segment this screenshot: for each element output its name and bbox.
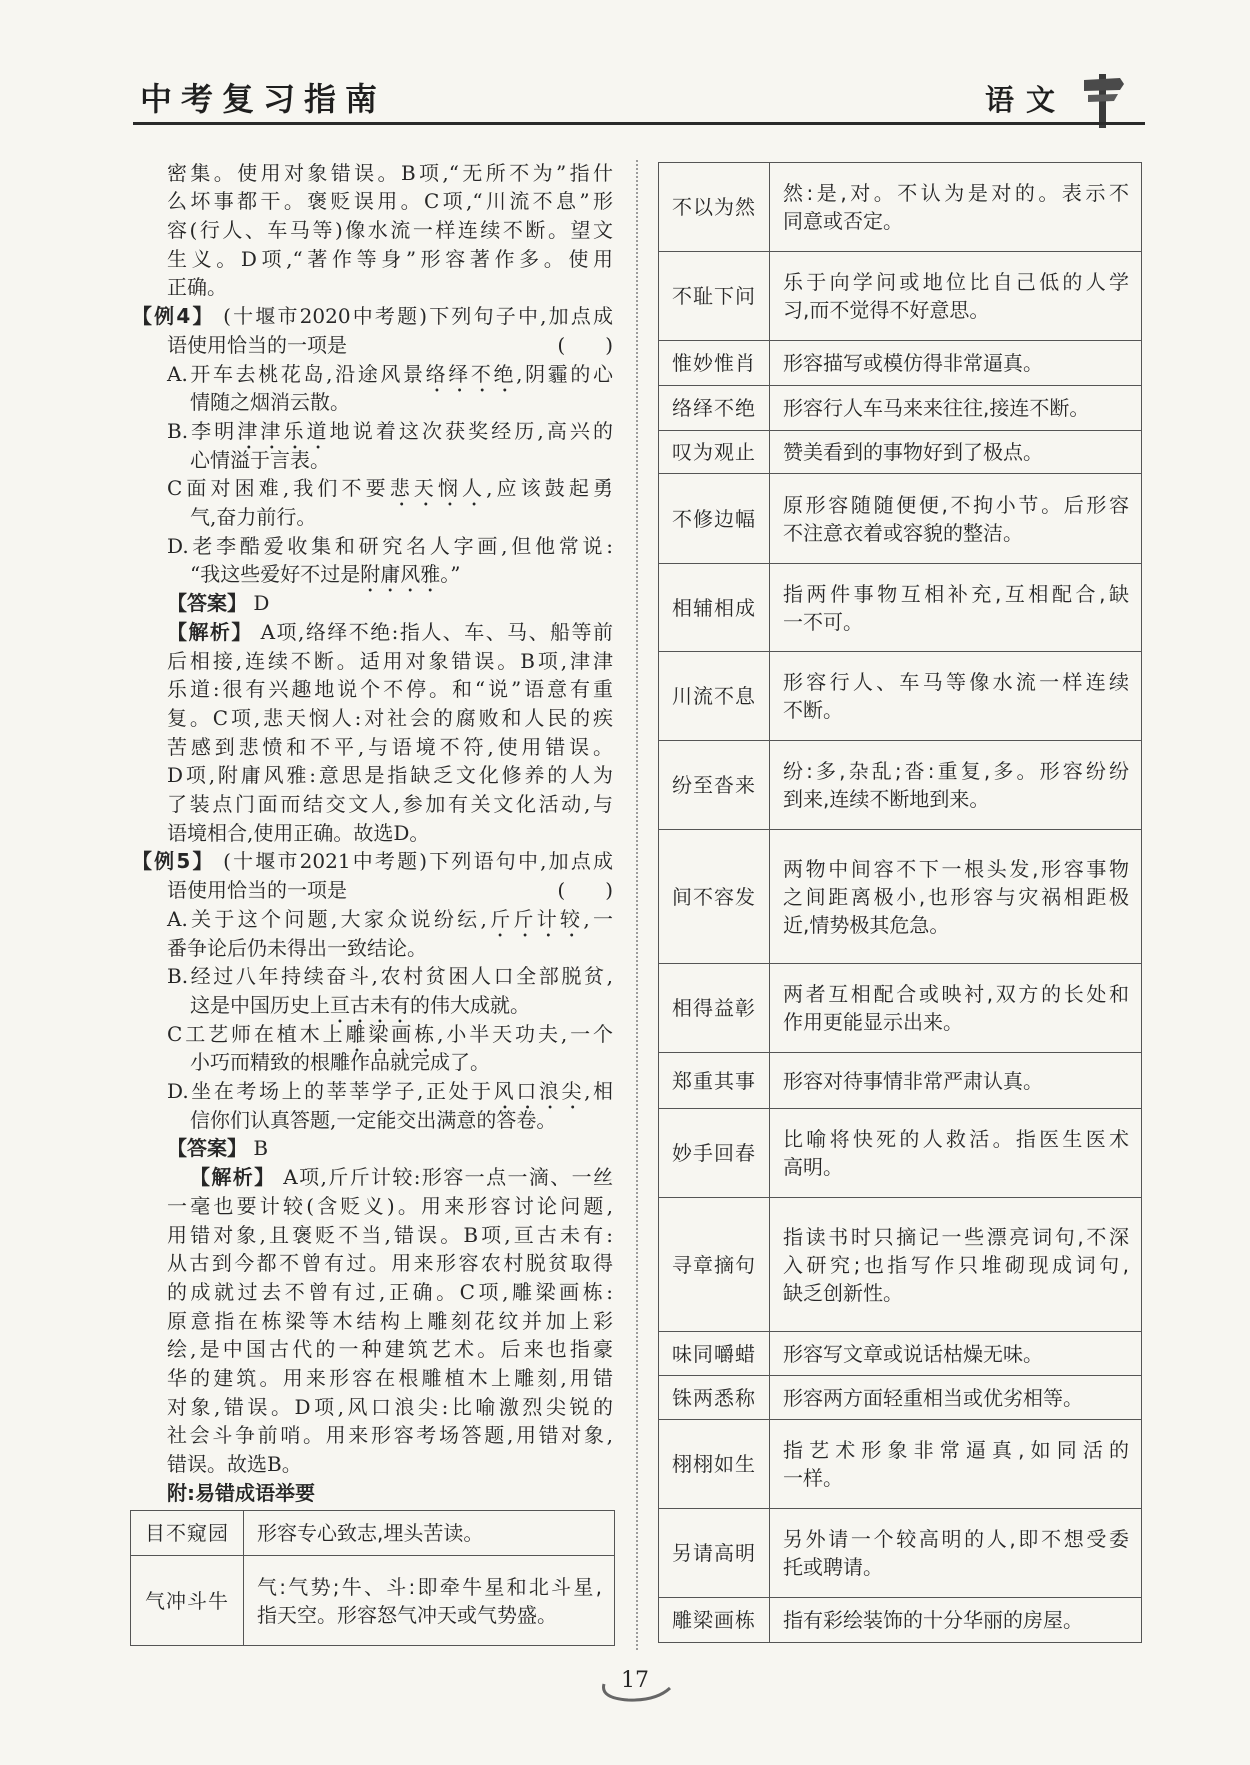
text-line [190, 1048, 613, 1077]
idiom-definition [770, 1332, 1142, 1376]
text-line [190, 503, 613, 532]
idiom-term: 栩栩如生 [659, 1420, 770, 1509]
idiom-term: 不以为然 [659, 163, 770, 252]
idiom-row [659, 163, 1142, 252]
idiom-term: 目不窥园 [131, 1511, 244, 1556]
idiom-term: 纷至沓来 [659, 741, 770, 830]
emphasized-idiom: 络绎不绝 [425, 361, 517, 386]
idiom-row [659, 1109, 1142, 1198]
text-line [132, 847, 613, 876]
text-line [167, 1077, 613, 1106]
text-line [167, 704, 613, 733]
definition-line: 指艺术形象非常逼真,如同活的 [783, 1438, 1129, 1462]
answer-blank: ( ) [557, 332, 613, 357]
definition-line: 纷:多,杂乱;沓:重复,多。形容纷纷 [783, 759, 1129, 783]
text-line [167, 934, 613, 963]
text-segment: 么坏事都干。褒贬误用。C项,“川流不息”形 [167, 189, 613, 214]
text-line [167, 1364, 613, 1393]
idiom-row [659, 1509, 1142, 1598]
emphasized-idiom: 风口浪尖 [493, 1079, 585, 1103]
text-line [167, 1335, 613, 1364]
idiom-row [659, 1376, 1142, 1420]
idiom-row [659, 1420, 1142, 1509]
idiom-definition [770, 1376, 1142, 1420]
page-number-swoosh [598, 1680, 674, 1704]
text-line [167, 1307, 613, 1336]
text-segment: “我这些爱好不过是 [190, 562, 361, 587]
text-segment: 情随之烟消云散。 [190, 390, 350, 415]
text-line [167, 647, 613, 676]
definition-line: 入研究;也指写作只堆砌现成词句, [783, 1252, 1129, 1277]
idiom-row [659, 1332, 1142, 1376]
text-segment: 了装点门面而结交文人,参加有关文化活动,与 [167, 792, 613, 816]
definition-line: 原形容随随便便,不拘小节。后形容 [783, 492, 1129, 517]
text-line [167, 1278, 613, 1307]
bold-label: 【解析】 [190, 1165, 276, 1190]
text-segment: B.李明 [167, 418, 238, 443]
text-line [190, 991, 613, 1020]
definition-line: 一样。 [783, 1466, 843, 1490]
text-line [190, 1106, 613, 1135]
text-segment: 的伟大成就。 [410, 992, 530, 1017]
text-segment: A项,络绎不绝:指人、车、马、船等前 [252, 619, 613, 644]
text-line [167, 1221, 613, 1250]
text-segment: 容(行人、车马等)像水流一样连续不断。望文 [167, 218, 613, 242]
idiom-row [659, 564, 1142, 652]
idiom-definition [770, 1420, 1142, 1509]
text-segment: (十堰市2020中考题)下列句子中,加点成 [214, 304, 614, 329]
bold-label: 【答案】 [167, 591, 247, 616]
idiom-term: 川流不息 [659, 652, 770, 741]
text-segment: 原意指在栋梁等木结构上雕刻花纹并加上彩 [167, 1308, 613, 1333]
idiom-definition [770, 431, 1142, 474]
text-segment: 华的建筑。用来形容在根雕植木上雕刻,用错 [167, 1366, 613, 1390]
idiom-term: 铢两悉称 [659, 1376, 770, 1420]
text-segment: 地说着这次获奖经历,高兴的 [329, 418, 614, 443]
text-segment: 语使用恰当的一项是 [167, 878, 347, 903]
text-line [167, 417, 613, 446]
text-segment: 生义。D项,“著作等身”形容著作多。使用 [167, 246, 613, 271]
text-segment: C面对困难,我们不要 [167, 476, 390, 501]
text-segment: D项,附庸风雅:意思是指缺乏文化修养的人为 [167, 763, 613, 788]
definition-line: 然:是,对。不认为是对的。表示不 [783, 181, 1129, 205]
emphasized-idiom: 附庸风雅 [360, 562, 441, 587]
idiom-definition [770, 1053, 1142, 1109]
text-line [167, 273, 613, 302]
idiom-row [659, 431, 1142, 474]
text-line [167, 1192, 613, 1221]
definition-line: 形容对待事情非常严肃认真。 [783, 1068, 1043, 1093]
idiom-definition [770, 1109, 1142, 1198]
text-segment: 语使用恰当的一项是 [167, 332, 347, 357]
text-line [167, 876, 613, 905]
column-divider [636, 160, 638, 1650]
text-segment: (十堰市2021中考题)下列语句中,加点成 [214, 849, 614, 874]
idiom-definition [244, 1556, 615, 1646]
definition-line: 形容两方面轻重相当或优劣相等。 [783, 1385, 1083, 1410]
text-segment: 一毫也要计较(含贬义)。用来形容讨论问题, [167, 1193, 613, 1218]
definition-line: 不注意衣着或容貌的整洁。 [783, 520, 1023, 545]
idiom-row [131, 1556, 615, 1646]
text-segment: ,应该鼓起勇 [486, 476, 614, 501]
text-segment: 用错对象,且褒贬不当,错误。B项,亘古未有: [167, 1222, 613, 1247]
appendix-heading [167, 1479, 613, 1508]
text-line [167, 532, 613, 561]
idiom-row [659, 252, 1142, 341]
idiom-term: 寻章摘句 [659, 1198, 770, 1332]
text-segment: 心情溢于言表。 [190, 447, 330, 472]
text-line [167, 1450, 613, 1479]
text-line [167, 589, 613, 618]
text-segment: 语境相合,使用正确。故选D。 [167, 820, 430, 845]
text-line [167, 618, 613, 647]
text-segment: 。” [440, 562, 461, 587]
subject-label: 语文 [985, 83, 1068, 117]
text-segment: 绘,是中国古代的一种建筑艺术。后来也指豪 [167, 1337, 613, 1362]
idiom-row [659, 830, 1142, 964]
text-segment: 错误。故选B。 [167, 1452, 302, 1477]
text-segment: 社会斗争前哨。用来形容考场答题,用错对象, [167, 1423, 613, 1448]
text-segment: A项,斤斤计较:形容一点一滴、一丝 [275, 1165, 613, 1190]
text-line [132, 302, 613, 331]
idiom-term: 不耻下问 [659, 252, 770, 341]
text-segment: ,相 [584, 1079, 613, 1103]
bold-label: 【例4】 [132, 304, 215, 329]
definition-line: 指读书时只摘记一些漂亮词句,不深 [783, 1224, 1129, 1249]
emphasized-idiom: 斤斤计较 [486, 906, 584, 931]
idiom-term: 相得益彰 [659, 964, 770, 1053]
idiom-definition [244, 1511, 615, 1556]
text-segment: B [247, 1136, 269, 1161]
text-line [167, 733, 613, 762]
idiom-definition [770, 341, 1142, 386]
idiom-term: 络绎不绝 [659, 386, 770, 431]
definition-line: 形容行人车马来来往往,接连不断。 [783, 396, 1090, 420]
definition-line: 高明。 [783, 1155, 843, 1179]
idiom-row [659, 652, 1142, 741]
text-line [167, 761, 613, 790]
emphasized-idiom: 亘古未有 [330, 992, 410, 1017]
idiom-definition [770, 652, 1142, 741]
definition-line: 比喻将快死的人救活。指医生医术 [783, 1127, 1129, 1151]
idiom-definition [770, 741, 1142, 830]
idiom-term: 相辅相成 [659, 564, 770, 652]
text-line [167, 1020, 613, 1049]
definition-line: 作用更能显示出来。 [783, 1010, 963, 1034]
text-segment: 密集。使用对象错误。B项,“无所不为”指什 [167, 160, 613, 185]
text-segment: A.关于这个问题,大家众说纷纭, [167, 906, 487, 931]
text-line [190, 560, 613, 589]
signpost-icon [1080, 70, 1126, 128]
idiom-definition [770, 474, 1142, 564]
bold-label: 附:易错成语举要 [167, 1480, 315, 1505]
definition-line: 乐于向学问或地位比自己低的人学 [783, 270, 1129, 294]
text-segment: ,一 [583, 906, 614, 931]
text-line [167, 905, 613, 934]
text-line [167, 675, 613, 704]
text-segment: 信你们认真答题,一定能交出满意的答卷。 [190, 1107, 557, 1132]
text-segment: D.坐在考场上的莘莘学子,正处于 [167, 1079, 494, 1103]
emphasized-idiom: 雕梁画栋 [345, 1021, 438, 1046]
text-line [190, 388, 613, 417]
idiom-term: 另请高明 [659, 1509, 770, 1598]
text-segment: 的成就过去不曾有过,正确。C项,雕梁画栋: [167, 1279, 613, 1304]
answer-blank: ( ) [557, 878, 613, 903]
bold-label: 【解析】 [167, 619, 253, 644]
idiom-term: 郑重其事 [659, 1053, 770, 1109]
idiom-definition [770, 1598, 1142, 1643]
idiom-row [659, 1198, 1142, 1332]
definition-line: 另外请一个较高明的人,即不想受委 [783, 1527, 1129, 1551]
text-line [190, 1163, 613, 1192]
text-line [167, 1393, 613, 1422]
idiom-definition [770, 1198, 1142, 1332]
definition-line: 指天空。形容怒气冲天或气势盛。 [257, 1602, 557, 1627]
text-segment: ,阴霾的心 [516, 361, 613, 386]
idiom-row [659, 386, 1142, 431]
text-segment: C工艺师在植木上 [167, 1021, 346, 1046]
idiom-definition [770, 252, 1142, 341]
text-segment: B.经过八年持续奋斗,农村贫困人口全部脱贫, [167, 964, 613, 989]
idiom-row [131, 1511, 615, 1556]
idiom-definition [770, 386, 1142, 431]
definition-line: 两者互相配合或映衬,双方的长处和 [783, 982, 1129, 1006]
text-line [167, 1421, 613, 1450]
text-line [167, 245, 613, 274]
header-rule [133, 122, 1145, 125]
text-segment: A.开车去桃花岛,沿途风景 [167, 361, 426, 386]
idiom-row [659, 1598, 1142, 1643]
bold-label: 【例5】 [132, 849, 215, 874]
definition-line: 同意或否定。 [783, 209, 903, 233]
text-line [167, 1134, 613, 1163]
emphasized-idiom: 悲天悯人 [389, 476, 487, 501]
text-line [167, 331, 613, 360]
idiom-row [659, 741, 1142, 830]
idiom-term: 叹为观止 [659, 431, 770, 474]
text-line [167, 159, 613, 188]
text-line [167, 819, 613, 848]
text-line [167, 216, 613, 245]
text-line [167, 790, 613, 819]
idiom-term: 味同嚼蜡 [659, 1332, 770, 1376]
definition-line: 一不可。 [783, 609, 863, 634]
idiom-definition [770, 1509, 1142, 1598]
bold-label: 【答案】 [167, 1136, 247, 1161]
book-title: 中考复习指南 [140, 80, 387, 118]
definition-line: 不断。 [783, 698, 843, 722]
definition-line: 气:气势;牛、斗:即牵牛星和北斗星, [257, 1574, 602, 1599]
idiom-definition [770, 564, 1142, 652]
text-segment: 番争论后仍未得出一致结论。 [167, 935, 427, 960]
text-segment: 复。C项,悲天悯人:对社会的腐败和人民的疾 [167, 705, 613, 730]
emphasized-idiom: 津津乐道 [237, 418, 330, 443]
text-line [167, 474, 613, 503]
text-line [167, 1249, 613, 1278]
idiom-row [659, 964, 1142, 1053]
idiom-row [659, 341, 1142, 386]
definition-line: 两物中间容不下一根头发,形容事物 [783, 856, 1129, 881]
text-line [190, 446, 613, 475]
definition-line: 习,而不觉得不好意思。 [783, 298, 990, 322]
text-segment: 从古到今都不曾有过。用来形容农村脱贫取得 [167, 1251, 613, 1276]
definition-line: 赞美看到的事物好到了极点。 [783, 440, 1043, 464]
idiom-row [659, 1053, 1142, 1109]
idiom-term: 气冲斗牛 [131, 1556, 244, 1646]
definition-line: 形容写文章或说话枯燥无味。 [783, 1341, 1043, 1366]
definition-line: 形容描写或模仿得非常逼真。 [783, 351, 1043, 375]
text-segment: 小巧而精致的根雕作品就完成了。 [190, 1050, 490, 1075]
definition-line: 指有彩绘装饰的十分华丽的房屋。 [783, 1608, 1083, 1632]
definition-line: 近,情势极其危急。 [783, 912, 950, 937]
idiom-definition [770, 964, 1142, 1053]
idiom-definition [770, 163, 1142, 252]
idiom-term: 惟妙惟肖 [659, 341, 770, 386]
text-segment: 正确。 [167, 275, 227, 300]
text-segment: 对象,错误。D项,风口浪尖:比喻激烈尖锐的 [167, 1394, 613, 1419]
idiom-row [659, 474, 1142, 564]
text-segment: 苦感到悲愤和不平,与语境不符,使用错误。 [167, 734, 613, 759]
definition-line: 形容行人、车马等像水流一样连续 [783, 670, 1129, 694]
text-line [167, 360, 613, 389]
text-line [167, 187, 613, 216]
text-segment: 这是中国历史上 [190, 992, 330, 1017]
text-segment: ,小半天功夫,一个 [437, 1021, 613, 1046]
text-segment: 气,奋力前行。 [190, 505, 317, 529]
definition-line: 指两件事物互相补充,互相配合,缺 [783, 581, 1129, 606]
definition-line: 托或聘请。 [783, 1555, 883, 1579]
idiom-term: 间不容发 [659, 830, 770, 964]
text-segment: 乐道:很有兴趣地说个不停。和“说”语意有重 [167, 677, 613, 702]
definition-line: 形容专心致志,埋头苦读。 [257, 1521, 484, 1545]
idiom-term: 不修边幅 [659, 474, 770, 564]
page-number: 17 [621, 1668, 649, 1693]
idiom-term: 妙手回春 [659, 1109, 770, 1198]
definition-line: 之间距离极小,也形容与灾祸相距极 [783, 884, 1129, 909]
text-segment: 后相接,连续不断。适用对象错误。B项,津津 [167, 648, 613, 673]
text-segment: D [247, 591, 270, 616]
definition-line: 到来,连续不断地到来。 [783, 787, 990, 811]
text-segment: D.老李酷爱收集和研究名人字画,但他常说: [167, 533, 613, 558]
definition-line: 缺乏创新性。 [783, 1280, 903, 1305]
idiom-term: 雕梁画栋 [659, 1598, 770, 1643]
text-line [167, 962, 613, 991]
idiom-definition [770, 830, 1142, 964]
